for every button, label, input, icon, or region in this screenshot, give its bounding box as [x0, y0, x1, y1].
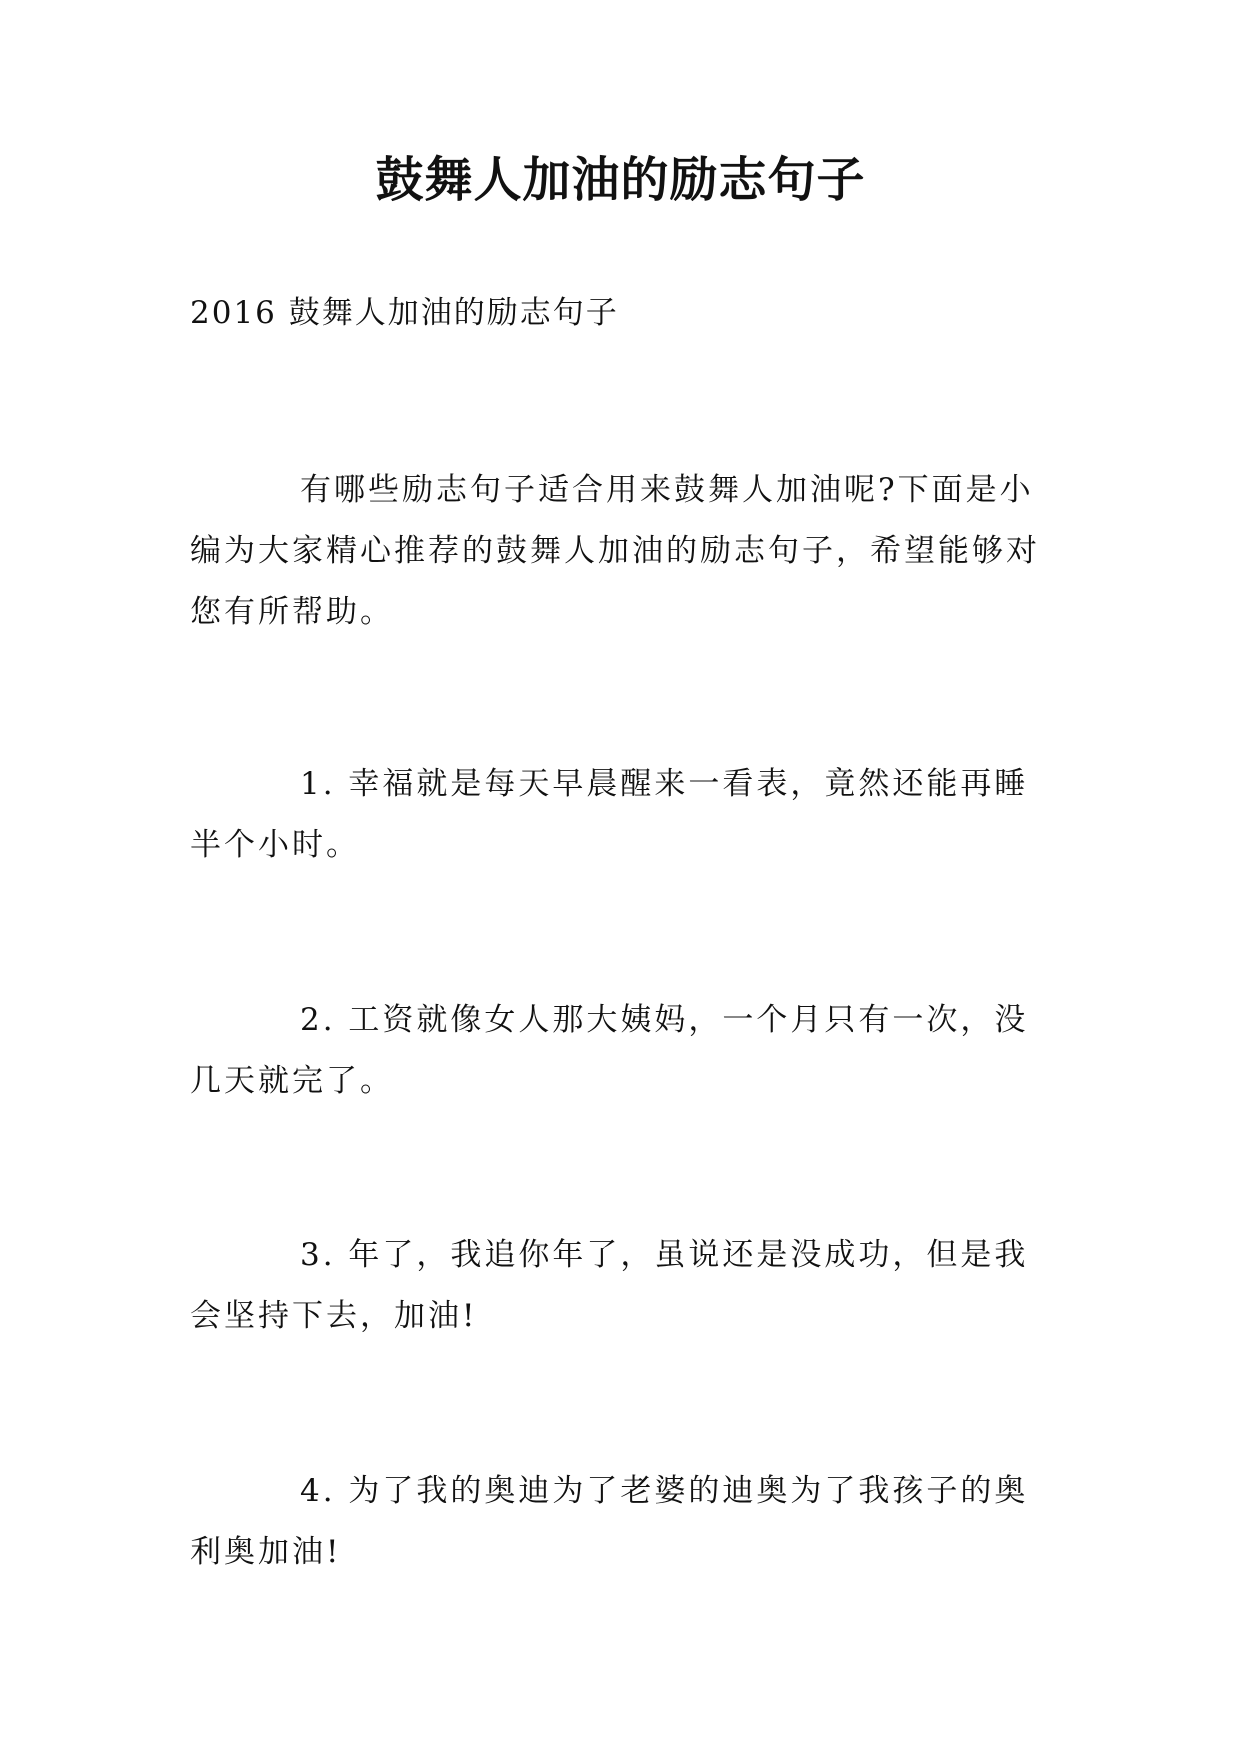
list-item: 1. 幸福就是每天早晨醒来一看表，竟然还能再睡半个小时。	[190, 766, 1029, 863]
document-subtitle: 2016 鼓舞人加油的励志句子	[190, 295, 619, 331]
list-item: 4. 为了我的奥迪为了老婆的迪奥为了我孩子的奥利奥加油!	[190, 1473, 1029, 1570]
intro-paragraph: 有哪些励志句子适合用来鼓舞人加油呢?下面是小编为大家精心推荐的鼓舞人加油的励志句子，希望能够对您有所帮助。	[190, 472, 1040, 630]
list-item: 3. 年了，我追你年了，虽说还是没成功，但是我会坚持下去，加油!	[190, 1237, 1029, 1334]
list-item: 2. 工资就像女人那大姨妈，一个月只有一次，没几天就完了。	[190, 1002, 1029, 1099]
document-title: 鼓舞人加油的励志句子	[375, 152, 866, 208]
